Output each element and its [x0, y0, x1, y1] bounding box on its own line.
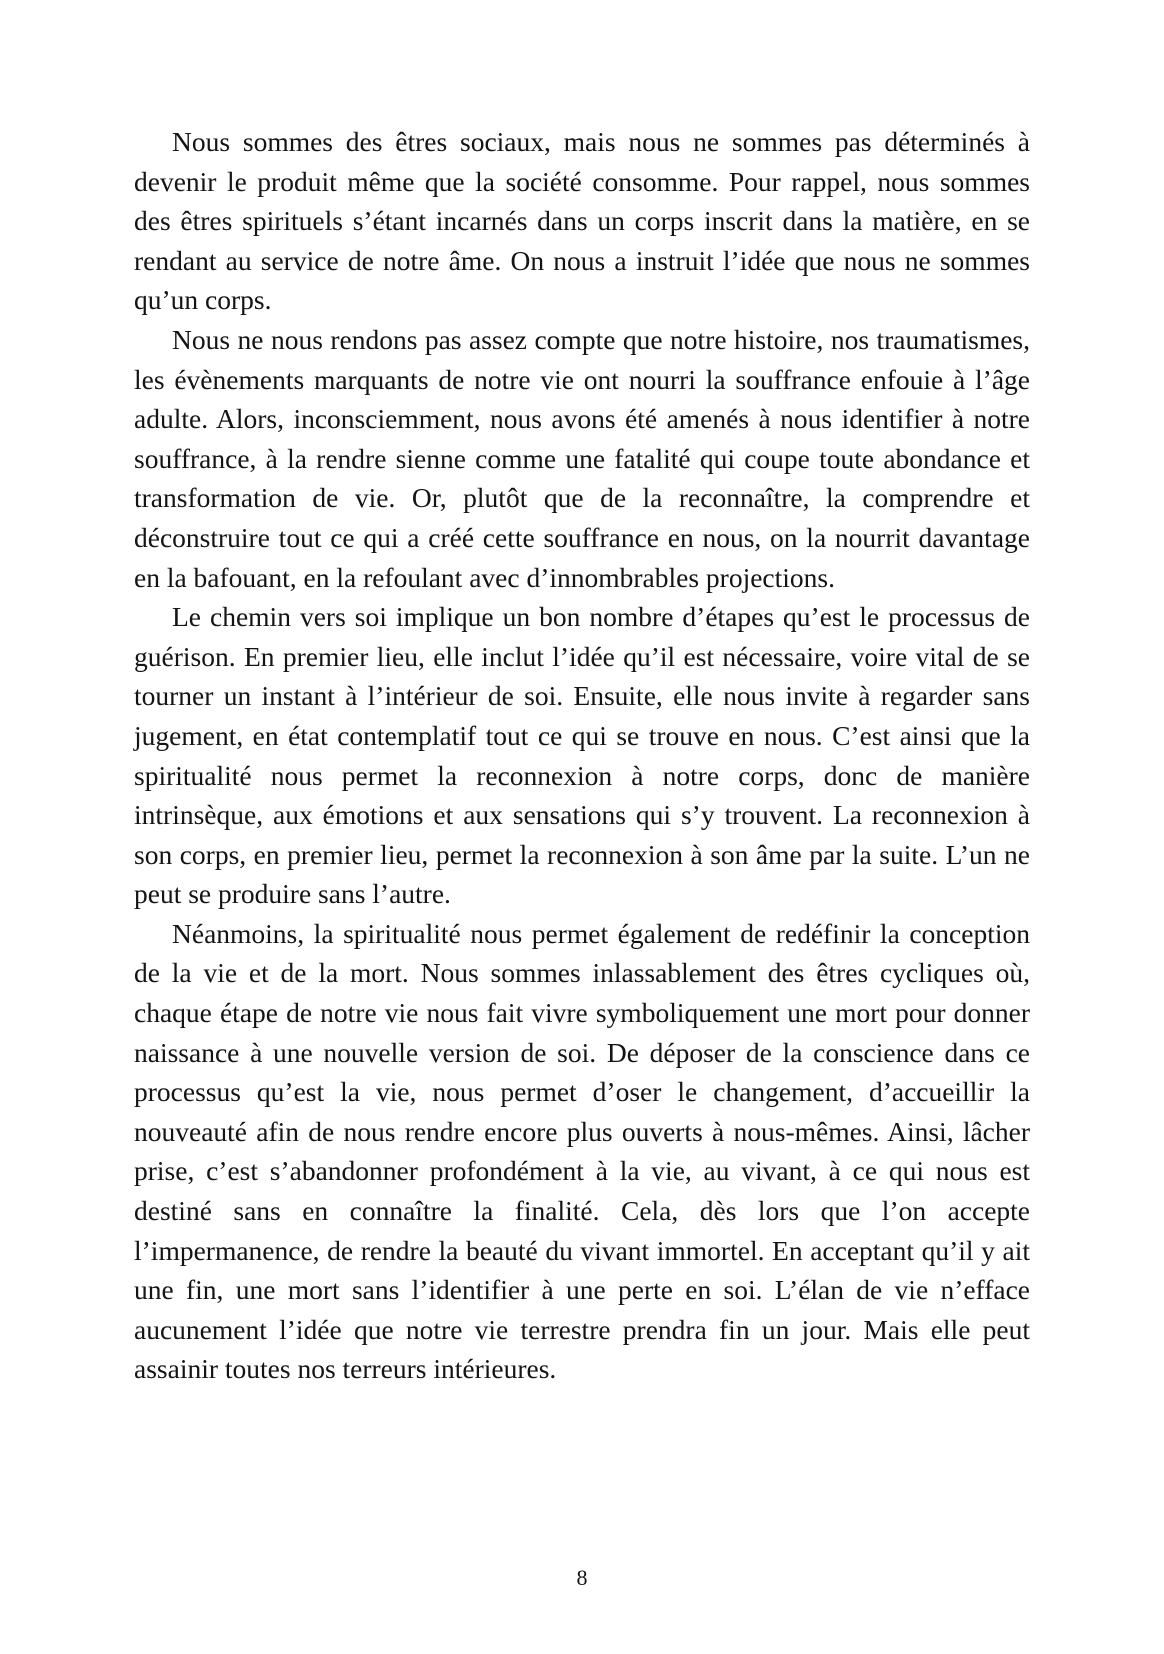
paragraph-3: Le chemin vers soi implique un bon nombre d’étapes qu’est le processus de guérison. En premier lieu, elle inclut l’idée qu’il est nécessaire, voire vital de se tourner un instant à l’intérieur de soi. Ensuite, elle nous invite à regarder sans jugement, en état contemplatif tout ce qui se trouve en nous. C’est ainsi que la spiritualité nous permet la reconnexion à notre corps, donc de manière intrinsèque, aux émotions et aux sensations qui s’y trouvent. La reconnexion à son corps, en premier lieu, permet la reconnexion à son âme par la suite. L’un ne peut se produire sans l’autre. — [134, 601, 1030, 910]
page-number: 8 — [576, 1565, 588, 1590]
paragraph-2: Nous ne nous rendons pas assez compte que notre histoire, nos traumatismes, les évènements marquants de notre vie ont nourri la souffrance enfouie à l’âge adulte. Alors, inconsciemment, nous avons été amenés à nous identifier à notre souffrance, à la rendre sienne comme une fatalité qui coupe toute abondance et transformation de vie. Or, plutôt que de la reconnaître, la comprendre et déconstruire tout ce qui a créé cette souffrance en nous, on la nourrit davantage en la bafouant, en la refoulant avec d’innombrables projections. — [134, 323, 1030, 593]
body-text — [134, 122, 1030, 1389]
paragraph-4: Néanmoins, la spiritualité nous permet également de redéfinir la conception de la vie et de la mort. Nous sommes inlassablement des êtres cycliques où, chaque étape de notre vie nous fait vivre symboliquement une mort pour donner naissance à une nouvelle version de soi. De déposer de la conscience dans ce processus qu’est la vie, nous permet d’oser le changement, d’accueillir la nouveauté afin de nous rendre encore plus ouverts à nous-mêmes. Ainsi, lâcher prise, c’est s’abandonner profondément à la vie, au vivant, à ce qui nous est destiné sans en connaître la finalité. Cela, dès lors que l’on accepte l’impermanence, de rendre la beauté du vivant immortel. En acceptant qu’il y ait une fin, une mort sans l’identifier à une perte en soi. L’élan de vie n’efface aucunement l’idée que notre vie terrestre prendra fin un jour. Mais elle peut assainir toutes nos terreurs intérieures. — [134, 917, 1030, 1385]
paragraph-1: Nous sommes des êtres sociaux, mais nous ne sommes pas déterminés à devenir le produit même que la société consomme. Pour rappel, nous sommes des êtres spirituels s’étant incarnés dans un corps inscrit dans la matière, en se rendant au service de notre âme. On nous a instruit l’idée que nous ne sommes qu’un corps. — [134, 126, 1030, 316]
